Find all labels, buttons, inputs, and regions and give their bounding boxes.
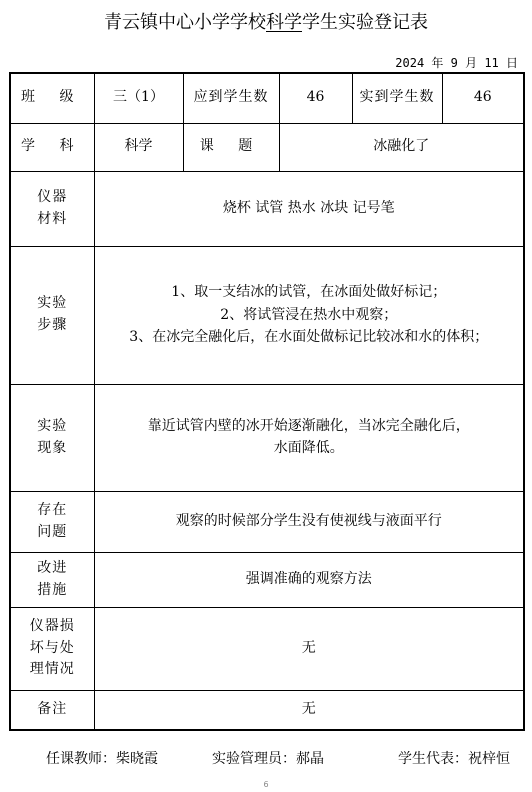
step-item-3: 3、在冰完全融化后，在水面处做标记比较冰和水的体积； bbox=[129, 329, 489, 346]
table-row-class-info bbox=[10, 73, 524, 123]
problems-label bbox=[10, 491, 94, 552]
student-representative-signature: 学生代表：祝梓恒 bbox=[398, 751, 510, 767]
damage-label-line3: 理情况 bbox=[29, 661, 75, 678]
phenomenon-line2: 水面降低。 bbox=[273, 439, 344, 456]
table-row-phenomenon bbox=[10, 384, 524, 491]
damage-label-line1: 仪器损 bbox=[29, 617, 75, 634]
phenomenon-label bbox=[10, 384, 94, 491]
lab-manager-signature: 实验管理员：郝晶 bbox=[212, 751, 324, 767]
step-item-1: 1、取一支结冰的试管，在冰面处做好标记； bbox=[171, 284, 447, 301]
table-row-problems bbox=[10, 491, 524, 552]
title-prefix: 青云镇中心小学学校 bbox=[104, 12, 266, 33]
damage-label-line2: 坏与处 bbox=[29, 639, 75, 656]
topic-label: 课 题 bbox=[183, 123, 279, 171]
expected-students-value: 46 bbox=[279, 73, 352, 123]
title-suffix: 学生实验登记表 bbox=[302, 12, 428, 33]
phenomenon-label-line1: 实验 bbox=[37, 417, 68, 434]
table-row-steps bbox=[10, 246, 524, 384]
materials-label-line2: 材料 bbox=[37, 210, 68, 227]
problems-label-line1: 存在 bbox=[37, 501, 68, 518]
class-label: 班 级 bbox=[10, 73, 94, 123]
remarks-label: 备注 bbox=[10, 690, 94, 730]
table-row-materials bbox=[10, 171, 524, 246]
class-value: 三（1） bbox=[94, 73, 183, 123]
teacher-signature: 任课教师：柴晓霞 bbox=[46, 751, 158, 767]
subject-value: 科学 bbox=[94, 123, 183, 171]
steps-label-line2: 步骤 bbox=[37, 317, 68, 333]
problems-value: 观察的时候部分学生没有使视线与液面平行 bbox=[94, 491, 524, 552]
measures-label-line2: 措施 bbox=[37, 581, 68, 598]
remarks-value: 无 bbox=[94, 690, 524, 730]
steps-label bbox=[10, 246, 94, 384]
damage-value: 无 bbox=[94, 607, 524, 690]
phenomenon-label-line2: 现象 bbox=[37, 439, 68, 456]
expected-students-label: 应到学生数 bbox=[183, 73, 279, 123]
table-row-damage bbox=[10, 607, 524, 690]
table-row-subject bbox=[10, 123, 524, 171]
phenomenon-value bbox=[94, 384, 524, 491]
actual-students-value: 46 bbox=[442, 73, 524, 123]
measures-label-line1: 改进 bbox=[37, 559, 68, 576]
subject-label: 学 科 bbox=[10, 123, 94, 171]
measures-value: 强调准确的观察方法 bbox=[94, 552, 524, 607]
materials-value: 烧杯 试管 热水 冰块 记号笔 bbox=[94, 171, 524, 246]
damage-label bbox=[10, 607, 94, 690]
steps-label-line1: 实验 bbox=[37, 295, 68, 312]
table-row-measures bbox=[10, 552, 524, 607]
page-number: 6 bbox=[263, 780, 269, 789]
experiment-record-table bbox=[9, 72, 525, 731]
materials-label bbox=[10, 171, 94, 246]
steps-value bbox=[94, 246, 524, 384]
step-item-2: 2、将试管浸在热水中观察； bbox=[220, 306, 398, 323]
record-date: 2024 年 9 月 11 日 bbox=[395, 56, 518, 70]
materials-label-line1: 仪器 bbox=[37, 188, 68, 205]
phenomenon-line1: 靠近试管内壁的冰开始逐渐融化，当冰完全融化后， bbox=[147, 417, 470, 434]
form-title bbox=[0, 8, 532, 34]
problems-label-line2: 问题 bbox=[37, 523, 68, 540]
table-row-remarks bbox=[10, 690, 524, 730]
title-subject-underlined: 科学 bbox=[266, 12, 302, 33]
signature-footer bbox=[0, 748, 532, 768]
topic-value: 冰融化了 bbox=[279, 123, 524, 171]
measures-label bbox=[10, 552, 94, 607]
actual-students-label: 实到学生数 bbox=[352, 73, 442, 123]
